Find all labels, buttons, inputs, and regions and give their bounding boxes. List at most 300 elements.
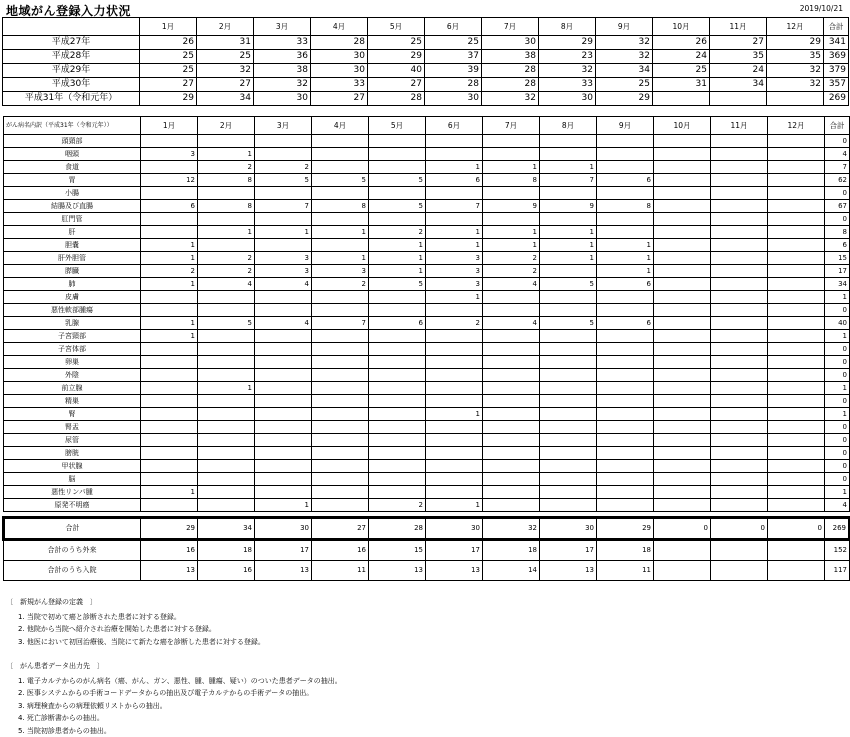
month-value-cell: 6 <box>597 317 654 330</box>
month-value-cell <box>768 304 825 317</box>
month-value-cell: 6 <box>141 200 198 213</box>
month-value-cell <box>768 317 825 330</box>
month-value-cell <box>654 395 711 408</box>
month-value-cell <box>426 395 483 408</box>
month-value-cell: 30 <box>426 518 483 540</box>
month-value-cell <box>426 148 483 161</box>
month-value-cell <box>255 382 312 395</box>
month-header: 10月 <box>654 117 711 135</box>
row-label: 甲状腺 <box>4 460 141 473</box>
month-value-cell: 8 <box>597 200 654 213</box>
month-value-cell <box>198 473 255 486</box>
month-value-cell <box>768 278 825 291</box>
month-value-cell: 13 <box>369 561 426 581</box>
month-header: 1月 <box>140 18 197 36</box>
row-total-cell: 40 <box>825 317 850 330</box>
month-value-cell: 1 <box>540 239 597 252</box>
row-total-cell: 15 <box>825 252 850 265</box>
month-value-cell <box>768 540 825 561</box>
month-value-cell: 4 <box>255 317 312 330</box>
month-value-cell <box>141 408 198 421</box>
month-value-cell: 1 <box>255 499 312 512</box>
row-total-cell: 4 <box>825 148 850 161</box>
month-value-cell <box>426 369 483 382</box>
year-row <box>3 64 849 78</box>
page-title: 地域がん登録入力状況 <box>6 2 131 19</box>
header-label-cell: がん病名内訳（平成31年（令和元年）） <box>4 117 141 135</box>
cancer-type-row <box>4 187 850 200</box>
row-total-cell: 1 <box>825 291 850 304</box>
total-header: 合計 <box>825 117 850 135</box>
row-label: 皮膚 <box>4 291 141 304</box>
month-value-cell: 28 <box>368 92 425 106</box>
row-label: 子宮体部 <box>4 343 141 356</box>
month-value-cell <box>255 434 312 447</box>
month-value-cell <box>711 239 768 252</box>
cancer-type-row <box>4 278 850 291</box>
month-value-cell <box>768 408 825 421</box>
month-value-cell <box>369 473 426 486</box>
row-total-cell: 1 <box>825 408 850 421</box>
definition-heading: 〔 新規がん登録の定義 〕 <box>6 596 265 609</box>
month-value-cell <box>426 330 483 343</box>
row-total-cell: 341 <box>824 36 849 50</box>
row-label: 外陰 <box>4 369 141 382</box>
year-row <box>3 78 849 92</box>
month-value-cell <box>369 421 426 434</box>
month-value-cell <box>768 499 825 512</box>
month-value-cell: 13 <box>540 561 597 581</box>
month-value-cell <box>654 226 711 239</box>
month-value-cell: 8 <box>198 200 255 213</box>
row-label: 合計のうち入院 <box>4 561 141 581</box>
month-value-cell: 26 <box>140 36 197 50</box>
month-value-cell <box>426 486 483 499</box>
month-value-cell <box>597 369 654 382</box>
total-header: 合計 <box>824 18 849 36</box>
month-value-cell: 2 <box>483 252 540 265</box>
month-value-cell: 2 <box>312 278 369 291</box>
cancer-type-row <box>4 499 850 512</box>
month-value-cell <box>654 447 711 460</box>
month-value-cell: 29 <box>597 518 654 540</box>
month-value-cell <box>198 369 255 382</box>
month-header: 4月 <box>311 18 368 36</box>
row-total-cell: 17 <box>825 265 850 278</box>
cancer-type-row <box>4 304 850 317</box>
month-value-cell <box>426 421 483 434</box>
month-value-cell: 9 <box>540 200 597 213</box>
month-value-cell <box>768 226 825 239</box>
cancer-type-row <box>4 252 850 265</box>
month-header: 9月 <box>596 18 653 36</box>
month-value-cell <box>654 369 711 382</box>
month-value-cell <box>654 304 711 317</box>
month-value-cell <box>711 226 768 239</box>
cancer-type-row <box>4 226 850 239</box>
month-value-cell <box>426 434 483 447</box>
month-value-cell <box>312 473 369 486</box>
row-label: 乳腺 <box>4 317 141 330</box>
month-value-cell: 5 <box>198 317 255 330</box>
month-value-cell: 6 <box>426 174 483 187</box>
month-value-cell <box>654 460 711 473</box>
month-value-cell <box>255 408 312 421</box>
report-date: 2019/10/21 <box>800 4 843 13</box>
month-value-cell <box>654 148 711 161</box>
month-value-cell: 1 <box>141 330 198 343</box>
month-value-cell <box>654 421 711 434</box>
month-value-cell: 8 <box>483 174 540 187</box>
month-value-cell: 8 <box>198 174 255 187</box>
month-value-cell: 18 <box>483 540 540 561</box>
month-value-cell <box>654 252 711 265</box>
month-value-cell <box>198 291 255 304</box>
month-value-cell: 11 <box>312 561 369 581</box>
month-value-cell <box>654 200 711 213</box>
month-value-cell: 1 <box>426 291 483 304</box>
month-value-cell: 38 <box>482 50 539 64</box>
row-total-cell: 1 <box>825 330 850 343</box>
row-label: 肝 <box>4 226 141 239</box>
month-value-cell <box>711 421 768 434</box>
row-total-cell: 6 <box>825 239 850 252</box>
month-value-cell <box>426 187 483 200</box>
month-value-cell <box>597 291 654 304</box>
month-value-cell <box>597 343 654 356</box>
month-value-cell <box>312 421 369 434</box>
row-label: 平成30年 <box>3 78 140 92</box>
month-value-cell <box>483 395 540 408</box>
row-label: 平成27年 <box>3 36 140 50</box>
month-value-cell <box>540 382 597 395</box>
month-value-cell: 1 <box>141 252 198 265</box>
cancer-type-row <box>4 161 850 174</box>
month-header: 2月 <box>197 18 254 36</box>
month-value-cell <box>141 343 198 356</box>
month-value-cell: 2 <box>255 161 312 174</box>
month-value-cell: 5 <box>540 278 597 291</box>
row-total-cell: 0 <box>825 460 850 473</box>
month-value-cell <box>312 460 369 473</box>
month-value-cell: 2 <box>141 265 198 278</box>
month-value-cell: 29 <box>368 50 425 64</box>
month-value-cell <box>141 473 198 486</box>
month-value-cell <box>711 447 768 460</box>
row-label: 肛門管 <box>4 213 141 226</box>
month-value-cell: 1 <box>426 161 483 174</box>
month-value-cell <box>198 486 255 499</box>
month-value-cell <box>768 356 825 369</box>
row-label: 精巣 <box>4 395 141 408</box>
month-value-cell <box>540 369 597 382</box>
month-value-cell <box>369 187 426 200</box>
month-value-cell: 3 <box>426 265 483 278</box>
month-value-cell: 32 <box>767 78 824 92</box>
month-value-cell: 0 <box>654 518 711 540</box>
month-value-cell <box>597 135 654 148</box>
month-value-cell: 6 <box>597 278 654 291</box>
month-value-cell <box>483 213 540 226</box>
month-value-cell <box>654 382 711 395</box>
month-value-cell: 1 <box>369 265 426 278</box>
month-value-cell <box>369 408 426 421</box>
row-total-cell: 0 <box>825 421 850 434</box>
month-value-cell <box>426 343 483 356</box>
month-value-cell: 1 <box>198 382 255 395</box>
row-label: 卵巣 <box>4 356 141 369</box>
month-value-cell: 7 <box>426 200 483 213</box>
month-value-cell <box>483 473 540 486</box>
month-value-cell <box>540 395 597 408</box>
cancer-breakdown-table <box>2 116 850 581</box>
month-value-cell: 34 <box>596 64 653 78</box>
month-value-cell <box>312 161 369 174</box>
month-value-cell <box>597 434 654 447</box>
month-value-cell: 5 <box>255 174 312 187</box>
month-value-cell <box>711 200 768 213</box>
month-value-cell: 28 <box>311 36 368 50</box>
month-value-cell <box>540 486 597 499</box>
month-value-cell <box>711 317 768 330</box>
month-value-cell: 1 <box>369 252 426 265</box>
month-value-cell <box>369 343 426 356</box>
month-value-cell: 7 <box>255 200 312 213</box>
month-value-cell: 25 <box>596 78 653 92</box>
month-value-cell <box>711 343 768 356</box>
month-value-cell <box>198 239 255 252</box>
month-value-cell <box>312 369 369 382</box>
month-value-cell: 1 <box>141 317 198 330</box>
row-label: 原発不明癌 <box>4 499 141 512</box>
month-value-cell: 16 <box>141 540 198 561</box>
month-value-cell <box>768 200 825 213</box>
month-value-cell: 28 <box>369 518 426 540</box>
month-value-cell: 11 <box>597 561 654 581</box>
month-value-cell <box>198 330 255 343</box>
month-value-cell <box>255 395 312 408</box>
month-value-cell <box>654 278 711 291</box>
cancer-type-row <box>4 473 850 486</box>
row-total-cell: 269 <box>825 518 850 540</box>
month-value-cell: 17 <box>255 540 312 561</box>
month-value-cell <box>711 540 768 561</box>
grand-total-row <box>4 518 850 540</box>
month-value-cell <box>597 356 654 369</box>
month-value-cell <box>369 460 426 473</box>
month-value-cell: 3 <box>312 265 369 278</box>
month-value-cell <box>768 148 825 161</box>
cancer-type-row <box>4 330 850 343</box>
month-value-cell <box>141 226 198 239</box>
month-value-cell <box>654 174 711 187</box>
month-value-cell <box>654 408 711 421</box>
month-value-cell <box>255 213 312 226</box>
month-value-cell <box>768 561 825 581</box>
row-total-cell: 1 <box>825 382 850 395</box>
month-value-cell: 5 <box>540 317 597 330</box>
month-value-cell <box>654 213 711 226</box>
month-value-cell <box>597 148 654 161</box>
row-total-cell: 0 <box>825 187 850 200</box>
month-value-cell <box>141 434 198 447</box>
month-value-cell: 33 <box>254 36 311 50</box>
month-value-cell <box>711 213 768 226</box>
month-value-cell <box>483 330 540 343</box>
month-value-cell: 1 <box>255 226 312 239</box>
row-label: 悪性リンパ腫 <box>4 486 141 499</box>
outpatient-total-row <box>4 540 850 561</box>
month-value-cell: 25 <box>140 64 197 78</box>
month-value-cell <box>711 382 768 395</box>
month-value-cell: 30 <box>311 50 368 64</box>
month-value-cell: 12 <box>141 174 198 187</box>
row-total-cell: 0 <box>825 473 850 486</box>
month-value-cell: 32 <box>197 64 254 78</box>
month-value-cell: 4 <box>483 317 540 330</box>
month-value-cell <box>711 434 768 447</box>
month-value-cell: 30 <box>425 92 482 106</box>
month-header: 4月 <box>312 117 369 135</box>
month-value-cell: 25 <box>197 50 254 64</box>
month-value-cell <box>198 408 255 421</box>
month-value-cell <box>597 382 654 395</box>
month-value-cell <box>141 499 198 512</box>
definition-item: 3. 他医において初回治療後、当院にて新たな癌を診断した患者に対する登録。 <box>6 636 265 649</box>
source-item: 3. 病理検査からの病理依頼リストからの抽出。 <box>6 700 342 713</box>
month-value-cell: 23 <box>539 50 596 64</box>
cancer-type-row <box>4 369 850 382</box>
month-value-cell: 25 <box>140 50 197 64</box>
row-total-cell: 0 <box>825 395 850 408</box>
month-value-cell <box>597 161 654 174</box>
month-value-cell: 35 <box>710 50 767 64</box>
source-item: 2. 医事システムからの手術コードデータからの抽出及び電子カルテからの手術データの抽出。 <box>6 687 342 700</box>
month-value-cell <box>141 395 198 408</box>
month-value-cell: 4 <box>483 278 540 291</box>
row-total-cell: 1 <box>825 486 850 499</box>
month-value-cell <box>711 486 768 499</box>
month-value-cell: 6 <box>369 317 426 330</box>
month-value-cell: 35 <box>767 50 824 64</box>
month-value-cell <box>312 486 369 499</box>
row-label: 腎 <box>4 408 141 421</box>
registration-definition <box>6 596 265 648</box>
month-value-cell: 29 <box>141 518 198 540</box>
month-value-cell <box>654 317 711 330</box>
month-value-cell: 1 <box>597 239 654 252</box>
row-total-cell: 0 <box>825 304 850 317</box>
cancer-type-row <box>4 382 850 395</box>
month-value-cell: 32 <box>596 36 653 50</box>
row-label: 前立腺 <box>4 382 141 395</box>
row-total-cell: 7 <box>825 161 850 174</box>
month-value-cell: 1 <box>540 161 597 174</box>
month-value-cell: 13 <box>141 561 198 581</box>
month-value-cell: 33 <box>311 78 368 92</box>
month-value-cell <box>768 330 825 343</box>
month-value-cell <box>369 447 426 460</box>
month-value-cell: 18 <box>198 540 255 561</box>
month-value-cell: 30 <box>539 92 596 106</box>
month-value-cell <box>540 330 597 343</box>
month-header: 3月 <box>255 117 312 135</box>
month-value-cell <box>711 291 768 304</box>
month-value-cell <box>426 382 483 395</box>
month-value-cell: 31 <box>197 36 254 50</box>
month-value-cell: 5 <box>369 174 426 187</box>
month-value-cell: 2 <box>198 265 255 278</box>
month-value-cell <box>198 447 255 460</box>
month-value-cell <box>483 304 540 317</box>
month-value-cell <box>483 447 540 460</box>
month-value-cell <box>767 92 824 106</box>
row-total-cell: 34 <box>825 278 850 291</box>
month-value-cell <box>597 473 654 486</box>
month-value-cell <box>768 343 825 356</box>
month-value-cell <box>483 434 540 447</box>
month-value-cell <box>312 135 369 148</box>
row-total-cell: 0 <box>825 447 850 460</box>
month-value-cell: 1 <box>540 226 597 239</box>
month-header: 11月 <box>710 18 767 36</box>
row-total-cell: 4 <box>825 499 850 512</box>
month-value-cell <box>312 343 369 356</box>
source-item: 5. 当院初診患者からの抽出。 <box>6 725 342 737</box>
month-value-cell: 27 <box>710 36 767 50</box>
month-value-cell <box>540 434 597 447</box>
month-value-cell <box>141 421 198 434</box>
month-value-cell <box>540 499 597 512</box>
source-item: 1. 電子カルテからのがん病名（癌、がん、ガン、悪性、腫、腫瘍、疑い）のついた患者データの抽出。 <box>6 675 342 688</box>
month-header: 11月 <box>711 117 768 135</box>
month-value-cell: 32 <box>596 50 653 64</box>
row-total-cell: 8 <box>825 226 850 239</box>
month-value-cell: 17 <box>540 540 597 561</box>
month-value-cell <box>426 213 483 226</box>
month-value-cell <box>540 447 597 460</box>
month-value-cell <box>768 369 825 382</box>
month-header: 3月 <box>254 18 311 36</box>
month-value-cell <box>255 356 312 369</box>
row-label: 子宮頸部 <box>4 330 141 343</box>
month-value-cell <box>768 239 825 252</box>
month-value-cell: 2 <box>483 265 540 278</box>
month-value-cell <box>369 291 426 304</box>
month-value-cell: 3 <box>255 252 312 265</box>
row-total-cell: 0 <box>825 213 850 226</box>
month-value-cell: 2 <box>426 317 483 330</box>
month-value-cell <box>255 343 312 356</box>
month-value-cell <box>540 291 597 304</box>
definition-item: 2. 他院から当院へ紹介され治療を開始した患者に対する登録。 <box>6 623 265 636</box>
month-header: 12月 <box>768 117 825 135</box>
month-value-cell <box>711 187 768 200</box>
month-value-cell: 0 <box>711 518 768 540</box>
month-value-cell <box>768 382 825 395</box>
month-value-cell <box>654 356 711 369</box>
month-value-cell <box>483 356 540 369</box>
month-value-cell <box>768 460 825 473</box>
month-value-cell: 30 <box>540 518 597 540</box>
month-value-cell: 40 <box>368 64 425 78</box>
month-value-cell <box>654 239 711 252</box>
row-total-cell: 379 <box>824 64 849 78</box>
month-value-cell <box>597 421 654 434</box>
row-label: 小腸 <box>4 187 141 200</box>
header-row <box>4 117 850 135</box>
month-value-cell: 29 <box>596 92 653 106</box>
